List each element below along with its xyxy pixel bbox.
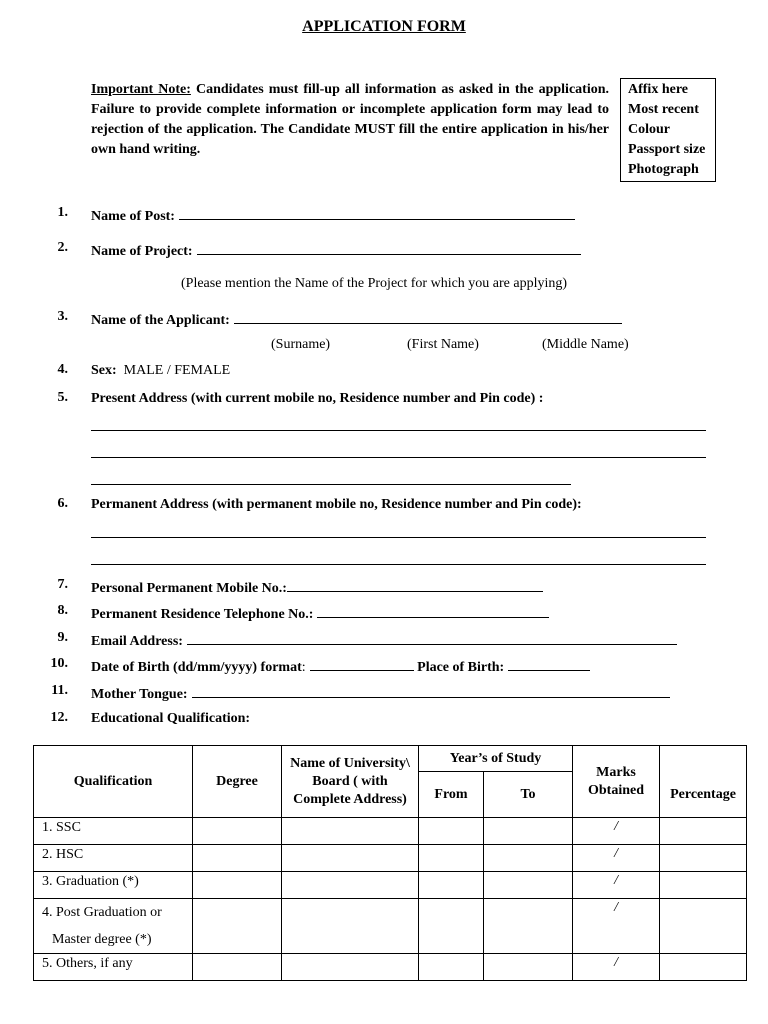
present-address-line-2[interactable] [91,457,706,458]
field-education: Educational Qualification: [91,711,251,726]
cell-to[interactable] [484,899,573,954]
important-note [91,80,609,160]
field-number: 11. [51,683,68,698]
first-name-caption: (First Name) [407,337,479,352]
row-qualification-line-1: 4. Post Graduation or [42,905,162,920]
dob-colon: : [301,660,306,675]
name-of-project-line[interactable] [197,240,581,255]
mobile-line[interactable] [287,577,543,592]
field-name-of-post [91,205,575,223]
cell-from[interactable] [419,872,484,899]
table-row [34,845,747,872]
table-row [34,872,747,899]
header-degree: Degree [193,746,282,818]
field-label: Mother Tongue: [91,687,188,702]
field-number: 7. [57,577,68,592]
surname-caption: (Surname) [271,337,331,352]
education-table [33,745,747,981]
cell-degree[interactable] [193,899,282,954]
cell-from[interactable] [419,818,484,845]
cell-marks[interactable]: / [573,818,660,845]
field-number: 1. [57,205,68,220]
field-number: 9. [57,630,68,645]
field-label: Email Address: [91,634,183,649]
field-label: Date of Birth (dd/mm/yyyy) format [91,660,302,675]
cell-percentage[interactable] [660,954,747,981]
field-permanent-address: Permanent Address (with permanent mobile no, Residence number and Pin code): [91,497,582,512]
cell-university[interactable] [282,954,419,981]
cell-degree[interactable] [193,872,282,899]
field-label: Personal Permanent Mobile No.: [91,581,287,596]
cell-university[interactable] [282,872,419,899]
field-name-of-project [91,240,581,258]
field-number: 4. [57,362,68,377]
field-label: Name of Project: [91,244,193,259]
cell-marks[interactable]: / [573,872,660,899]
cell-marks[interactable]: / [573,899,660,954]
photo-line: Affix here [628,82,688,97]
header-qualification: Qualification [34,746,193,818]
cell-university[interactable] [282,845,419,872]
field-number: 8. [57,603,68,618]
header-years-of-study: Year’s of Study [419,746,573,772]
cell-percentage[interactable] [660,845,747,872]
field-mobile [91,577,543,595]
row-qualification: 1. SSC [34,818,193,845]
field-residence-phone [91,603,549,621]
cell-from[interactable] [419,845,484,872]
cell-to[interactable] [484,872,573,899]
row-qualification: 5. Others, if any [34,954,193,981]
field-dob [91,656,590,674]
cell-percentage[interactable] [660,899,747,954]
middle-name-caption: (Middle Name) [542,337,629,352]
cell-marks[interactable]: / [573,954,660,981]
photo-line: Most recent [628,102,699,117]
cell-marks[interactable]: / [573,845,660,872]
field-label: Sex: [91,363,117,378]
row-qualification: 3. Graduation (*) [34,872,193,899]
applicant-name-line[interactable] [234,309,622,324]
row-qualification-line-2: Master degree (*) [52,932,152,947]
present-address-line-1[interactable] [91,430,706,431]
cell-degree[interactable] [193,818,282,845]
field-number: 6. [57,496,68,511]
residence-phone-line[interactable] [317,603,549,618]
field-email [91,630,677,648]
field-mother-tongue [91,683,670,701]
header-from: From [419,772,484,818]
permanent-address-line-2[interactable] [91,564,706,565]
cell-to[interactable] [484,818,573,845]
cell-from[interactable] [419,954,484,981]
field-number: 10. [50,656,68,671]
sex-options[interactable]: MALE / FEMALE [123,363,231,378]
field-applicant-name [91,309,622,327]
field-label-place-of-birth: Place of Birth: [417,660,505,675]
field-number: 5. [57,390,68,405]
photo-line: Photograph [628,162,699,177]
place-of-birth-line[interactable] [508,656,590,671]
note-label: Important Note: [91,82,191,97]
cell-degree[interactable] [193,845,282,872]
field-present-address: Present Address (with current mobile no, Residence number and Pin code) : [91,391,544,406]
cell-percentage[interactable] [660,872,747,899]
field-sex [91,362,230,380]
permanent-address-line-1[interactable] [91,537,706,538]
table-row [34,818,747,845]
field-number: 2. [57,240,68,255]
field-number: 3. [57,309,68,324]
photo-line: Colour [628,122,670,137]
cell-to[interactable] [484,954,573,981]
photo-line: Passport size [628,142,706,157]
cell-degree[interactable] [193,954,282,981]
cell-to[interactable] [484,845,573,872]
table-row [34,954,747,981]
photo-box[interactable] [620,78,716,182]
mother-tongue-line[interactable] [192,683,670,698]
form-title: APPLICATION FORM [302,18,466,35]
field-label: Permanent Residence Telephone No.: [91,607,314,622]
cell-percentage[interactable] [660,818,747,845]
dob-line[interactable] [310,656,414,671]
header-to: To [484,772,573,818]
project-hint: (Please mention the Name of the Project for which you are applying) [181,276,568,291]
note-text: Candidates must fill-up all information as asked in the application. Failure to provide complete information or incomplete application form may lead to rejection of the application. The Candidate MUST fill the entire application in his/her own hand writing. [91,82,609,157]
field-label: Name of Post: [91,209,175,224]
row-qualification: 2. HSC [34,845,193,872]
row-qualification [34,899,193,954]
present-address-line-3[interactable] [91,484,571,485]
header-percentage: Percentage [660,746,747,818]
field-label: Name of the Applicant: [91,313,230,328]
header-marks: Marks Obtained [573,746,660,818]
table-row [34,899,747,954]
name-of-post-line[interactable] [179,205,575,220]
field-number: 12. [50,710,68,725]
cell-from[interactable] [419,899,484,954]
cell-university[interactable] [282,899,419,954]
cell-university[interactable] [282,818,419,845]
email-line[interactable] [187,630,677,645]
header-university: Name of University\ Board ( with Complete Address) [282,746,419,818]
